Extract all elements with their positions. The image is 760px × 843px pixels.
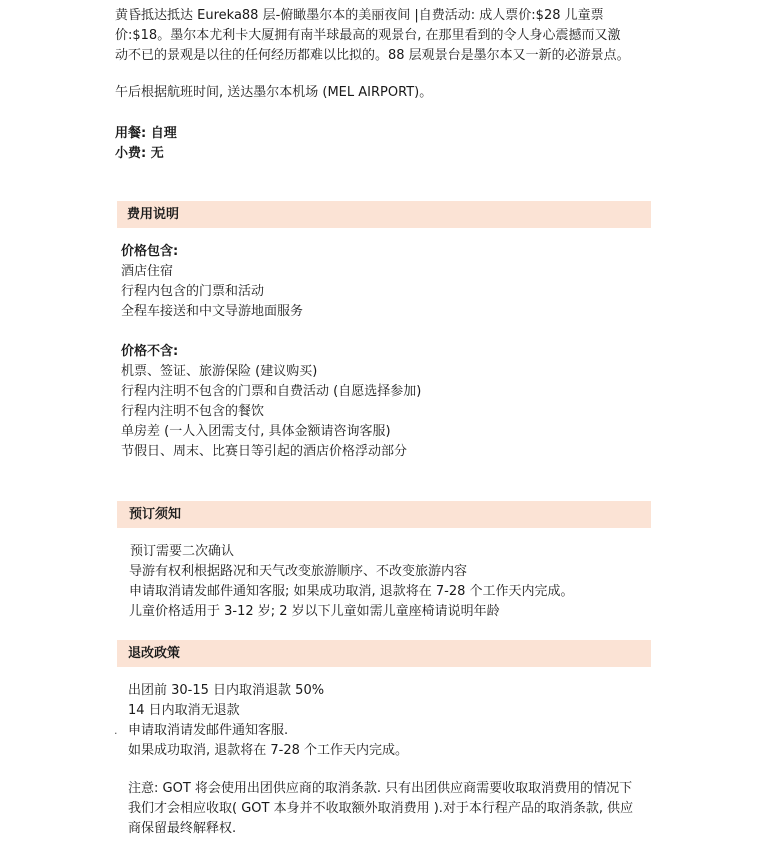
- list-item: 全程车接送和中文导游地面服务: [121, 304, 304, 319]
- list-item: 预订需要二次确认: [130, 544, 235, 559]
- section-header-fee: 费用说明: [117, 201, 651, 228]
- cancellation-note: 商保留最终解释权.: [128, 821, 237, 836]
- itinerary-description: [115, 6, 645, 103]
- list-item: 申请取消请发邮件通知客服.: [128, 723, 289, 738]
- list-item: 如果成功取消, 退款将在 7-28 个工作天内完成。: [128, 743, 409, 758]
- intro-line: 黄昏抵达抵达 Eureka88 层-俯瞰墨尔本的美丽夜间 |自费活动: 成人票价:$28 儿童票: [115, 8, 604, 23]
- list-item: 行程内注明不包含的门票和自费活动 (自愿选择参加): [121, 384, 422, 399]
- cancellation-note: 注意: GOT 将会使用出团供应商的取消条款. 只有出团供应商需要收取取消费用的情况下: [128, 781, 633, 796]
- intro-line: 午后根据航班时间, 送达墨尔本机场 (MEL AIRPORT)。: [115, 85, 433, 100]
- meal-label: 用餐: 自理: [115, 126, 177, 141]
- section-header-booking: 预订须知: [117, 501, 651, 528]
- bullet-icon: ·: [114, 727, 118, 740]
- list-item: 行程内包含的门票和活动: [121, 284, 265, 299]
- intro-line: 动不已的景观是以往的任何经历都难以比拟的。88 层观景台是墨尔本又一新的必游景点。: [115, 48, 630, 63]
- list-item: 儿童价格适用于 3-12 岁; 2 岁以下儿童如需儿童座椅请说明年龄: [129, 604, 500, 619]
- meals-info: [115, 124, 177, 164]
- price-excluded: [121, 342, 421, 462]
- list-item: 机票、签证、旅游保险 (建议购买): [121, 364, 318, 379]
- tip-label: 小费: 无: [115, 146, 164, 161]
- excluded-heading: 价格不含:: [121, 344, 179, 359]
- price-included: [121, 242, 303, 322]
- section-header-refund: 退改政策: [117, 640, 651, 667]
- list-item: 节假日、周末、比赛日等引起的酒店价格浮动部分: [121, 444, 408, 459]
- intro-line: 价:$18。墨尔本尤利卡大厦拥有南半球最高的观景台, 在那里看到的令人身心震撼而又激: [115, 28, 621, 43]
- refund-policy: [128, 681, 648, 839]
- cancellation-note: 我们才会相应收取( GOT 本身并不收取额外取消费用 ).对于本行程产品的取消条款, 供应: [128, 801, 634, 816]
- list-item: 出团前 30-15 日内取消退款 50%: [128, 683, 325, 698]
- list-item: 酒店住宿: [121, 264, 174, 279]
- list-item: 申请取消请发邮件通知客服; 如果成功取消, 退款将在 7-28 个工作天内完成。: [129, 584, 574, 599]
- booking-notes: [130, 542, 574, 622]
- list-item: 导游有权利根据路况和天气改变旅游顺序、不改变旅游内容: [129, 564, 468, 579]
- included-heading: 价格包含:: [121, 244, 179, 259]
- list-item: 单房差 (一人入团需支付, 具体金额请咨询客服): [121, 424, 391, 439]
- list-item: 14 日内取消无退款: [128, 703, 240, 718]
- list-item: 行程内注明不包含的餐饮: [121, 404, 265, 419]
